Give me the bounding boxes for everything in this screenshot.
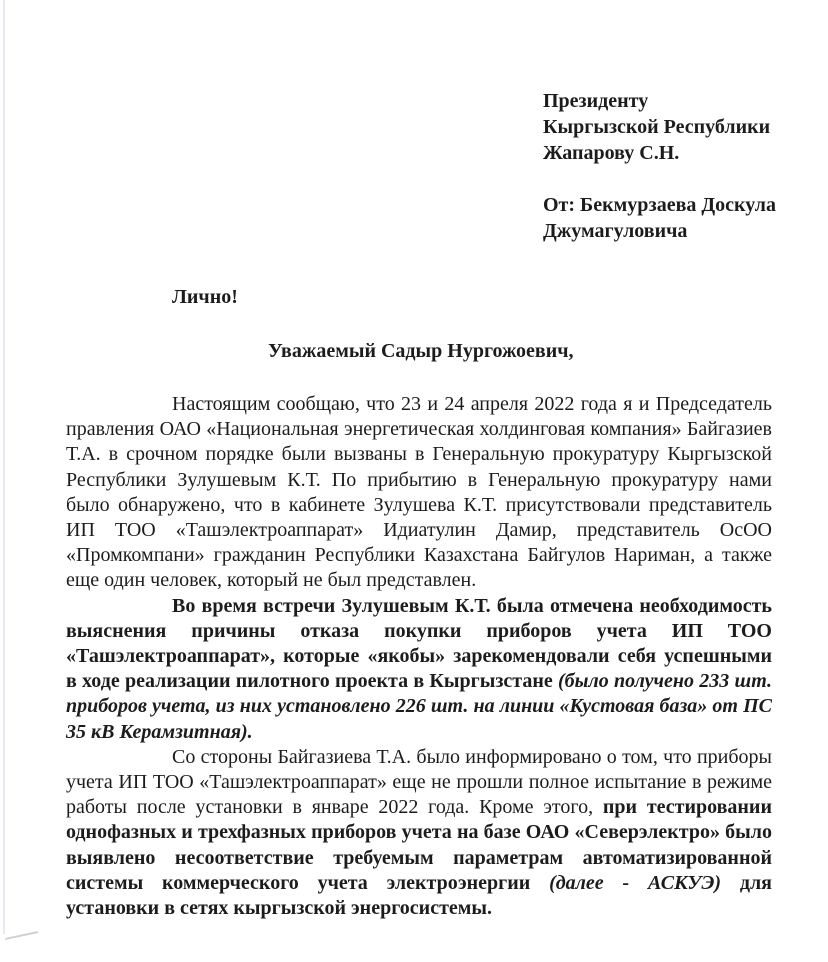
text-segment: для установки в сетях кыргызской энергосистемы. xyxy=(66,871,772,920)
text-segment: Со стороны Байгазиева Т.А. было информировано о том, что приборы учета ИП ТОО «Ташэлектроаппарат» еще не прошли полное испытание в режиме работы после установки в январе 2022 года. Кроме этого, xyxy=(66,745,772,819)
text-segment: (было получено 233 шт. приборов учета, из них установлено 226 шт. на линии «Кустовая база» от ПС 35 кВ Керамзитная). xyxy=(66,670,772,743)
paragraph-2 xyxy=(66,594,772,745)
paragraph-1 xyxy=(66,392,772,594)
salutation: Уважаемый Садыр Нургожоевич, xyxy=(268,340,574,362)
sender-block xyxy=(543,192,776,244)
recipient-line: Жапарову С.Н. xyxy=(543,142,680,164)
recipient-line: Кыргызской Республики xyxy=(543,116,771,138)
text-segment: Во время встречи Зулушевым К.Т. была отмечена необходимость выяснения причины отказа покупки приборов учета ИП ТОО «Ташэлектроаппарат», которые «якобы» зарекомендовали себя успешными в ходе реализации пилотного проекта в Кыргызстане xyxy=(66,594,772,693)
page-edge-line xyxy=(3,0,5,934)
text-segment: (далее - АСКУЭ) xyxy=(549,871,722,894)
recipient-block xyxy=(543,88,770,166)
paragraph-3 xyxy=(66,745,772,921)
page-corner-crease xyxy=(5,931,39,940)
personal-mark: Лично! xyxy=(172,286,238,308)
text-segment: Настоящим сообщаю, что 23 и 24 апреля 2022 года я и Председатель правления ОАО «Национальная энергетическая холдинговая компания» Байгазиев Т.А. в срочном порядке были вызваны в Генеральную прокуратуру Кыргызской Республики Зулушевым К.Т. По прибытию в Генеральную прокуратуру нами было обнаружено, что в кабинете Зулушева К.Т. присутствовали представитель ИП ТОО «Ташэлектроаппарат» Идиатулин Дамир, представитель ОсОО «Промкомпани» гражданин Республики Казахстана Байгулов Нариман, а также еще один человек, который не был представлен. xyxy=(66,393,772,592)
text-segment: при тестировании однофазных и трехфазных приборов учета на базе ОАО «Северэлектро» было выявлено несоответствие требуемым параметрам автоматизированной системы коммерческого учета электроэнергии xyxy=(66,796,772,894)
sender-line: От: Бекмурзаева Доскула xyxy=(543,194,776,216)
letter-body xyxy=(66,392,772,921)
recipient-line: Президенту xyxy=(543,90,649,112)
sender-line: Джумагуловича xyxy=(543,220,688,242)
